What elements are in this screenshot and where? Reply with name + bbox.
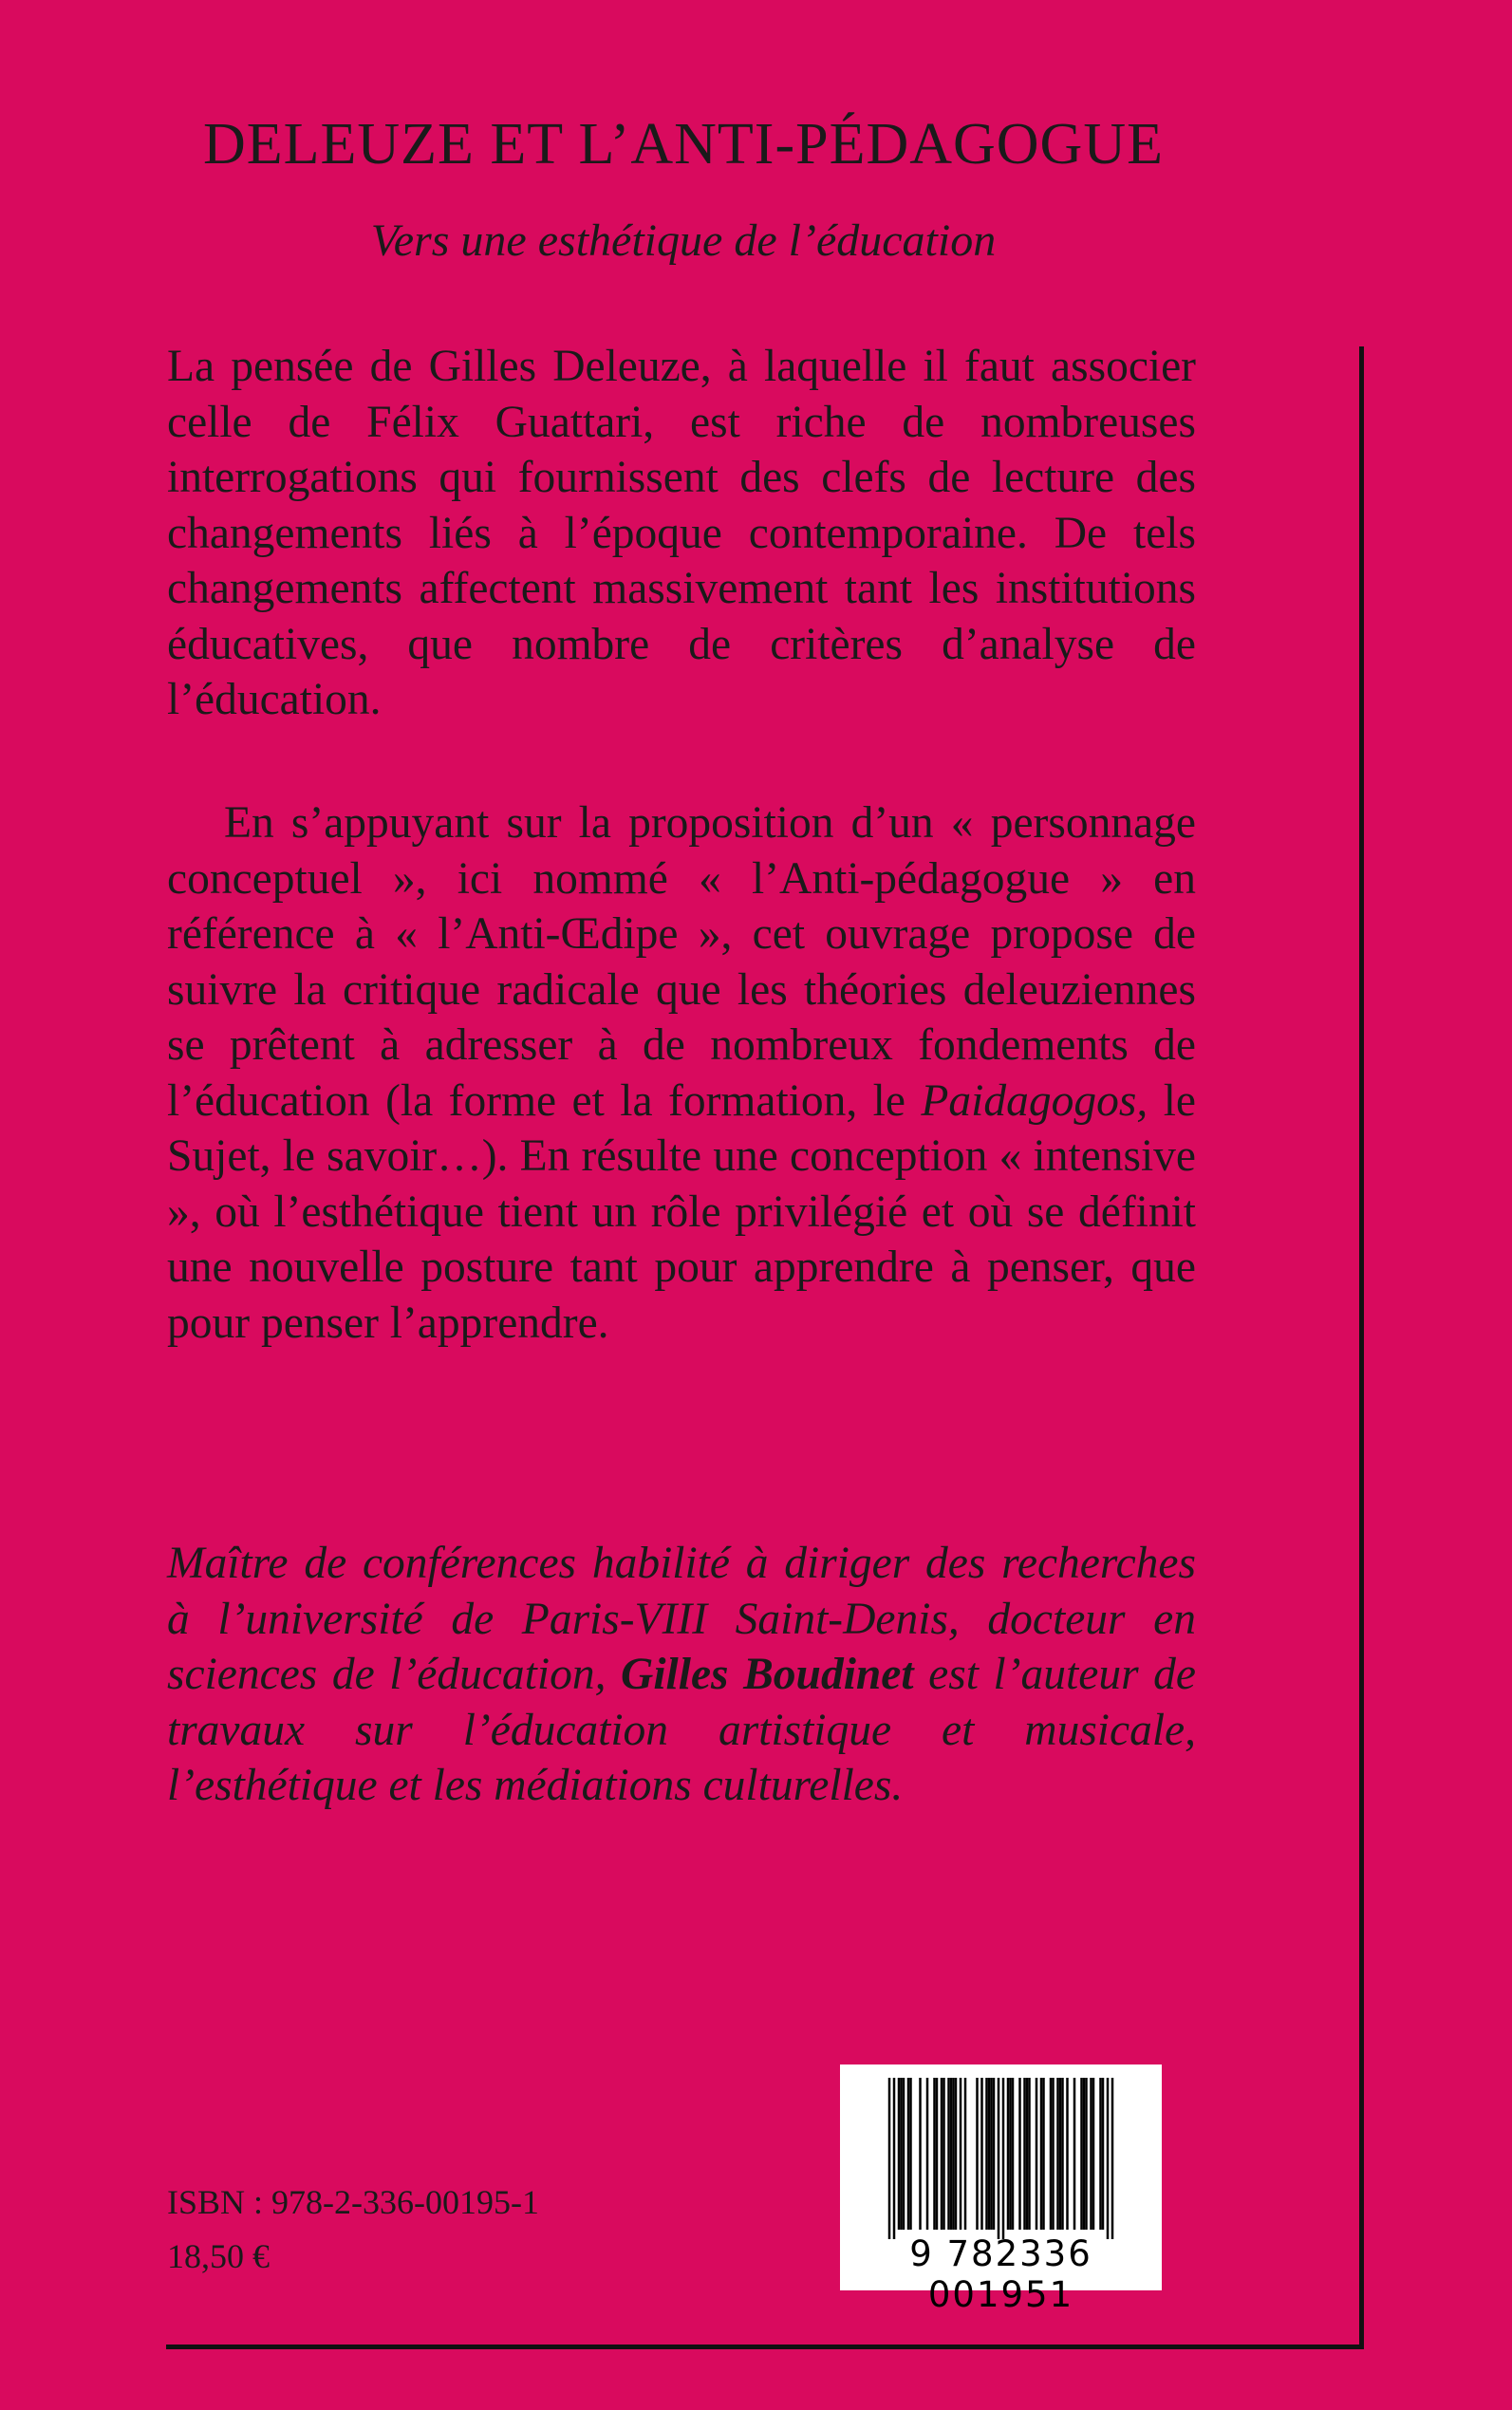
- barcode: [840, 2064, 1162, 2315]
- barcode-bar: [1099, 2078, 1102, 2230]
- barcode-bar: [1007, 2078, 1010, 2230]
- barcode-bar: [1111, 2078, 1114, 2239]
- author-bio-end: est l’auteur de travaux sur l’éducation artistique et musicale, l’esthétique et les médiations culturelles.: [167, 1650, 1196, 1810]
- barcode-bar: [1085, 2078, 1088, 2230]
- barcode-bar: [919, 2078, 922, 2230]
- barcode-bar: [980, 2078, 983, 2230]
- barcode-bar: [898, 2078, 901, 2230]
- barcode-bar: [947, 2078, 950, 2230]
- barcode-bar: [1073, 2078, 1076, 2230]
- barcode-bar: [1092, 2078, 1095, 2230]
- barcode-bar: [1050, 2078, 1053, 2230]
- barcode-bar: [952, 2078, 955, 2230]
- right-vertical-rule: [1359, 346, 1364, 2347]
- barcode-bar: [985, 2078, 988, 2230]
- barcode-bar: [1023, 2078, 1026, 2230]
- synopsis-paragraph-2-start: En s’appuyant sur la proposition d’un « personnage conceptuel », ici nommé « l’Anti-pédagogue » en référence à « l’Anti-Œdipe », cet ouvrage propose de suivre la critique radicale que les théories deleuziennes se prêtent à adresser à de nombreux fondements de l’éducation (la forme et la formation, le: [167, 798, 1196, 1126]
- barcode-bar: [1018, 2078, 1021, 2230]
- barcode-bar: [1028, 2078, 1031, 2230]
- book-title: DELEUZE ET L’ANTI-PÉDAGOGUE: [203, 112, 1164, 177]
- barcode-bar: [926, 2078, 929, 2230]
- barcode-bar: [1059, 2078, 1062, 2230]
- barcode-bar: [943, 2078, 945, 2230]
- barcode-bar: [955, 2078, 958, 2230]
- book-subtitle: Vers une esthétique de l’éducation: [370, 215, 997, 266]
- barcode-bar: [936, 2078, 939, 2230]
- synopsis-paragraph-2: [167, 795, 1196, 1351]
- barcode-bar: [964, 2078, 967, 2230]
- barcode-bar: [998, 2078, 1000, 2239]
- barcode-bar: [1012, 2078, 1015, 2230]
- barcode-bar: [903, 2078, 905, 2230]
- barcode-bar: [1066, 2078, 1069, 2230]
- barcode-bar: [1036, 2078, 1038, 2230]
- barcode-bar: [960, 2078, 962, 2230]
- synopsis-paragraph-1: La pensée de Gilles Deleuze, à laquelle il faut associer celle de Félix Guattari, est riche de nombreuses interrogations qui fournissent des clefs de lecture des changements liés à l’époque contemporaine. De tels changements affectent massivement tant les institutions éducatives, que nombre de critères d’analyse de l’éducation.: [167, 342, 1196, 724]
- barcode-bar: [988, 2078, 991, 2230]
- barcode-bar: [1052, 2078, 1055, 2230]
- barcode-bar: [976, 2078, 979, 2230]
- price-label: 18,50 €: [167, 2237, 270, 2275]
- barcode-bar: [1002, 2078, 1005, 2239]
- barcode-bar: [1061, 2078, 1064, 2230]
- barcode-bar: [993, 2078, 996, 2230]
- barcode-bar: [933, 2078, 936, 2230]
- barcode-bar: [1040, 2078, 1043, 2230]
- barcode-bar: [1042, 2078, 1045, 2230]
- barcode-bar: [907, 2078, 910, 2230]
- synopsis-paragraph-2-italic-term: Paidagogos,: [921, 1075, 1148, 1126]
- barcode-bar: [1090, 2078, 1092, 2230]
- barcode-bar: [1107, 2078, 1110, 2239]
- barcode-bar: [941, 2078, 943, 2230]
- author-bio: [167, 1536, 1196, 1814]
- barcode-bar: [909, 2078, 912, 2230]
- barcode-bar: [1026, 2078, 1029, 2230]
- isbn-label: ISBN : 978-2-336-00195-1: [167, 2183, 539, 2221]
- barcode-bar: [1009, 2078, 1012, 2230]
- barcode-bar: [990, 2078, 993, 2230]
- author-bio-start: Maître de conférences habilité à diriger des recherches à l’université de Paris-VIII Saint-Denis, docteur en sciences de l’éducation,: [167, 1539, 1196, 1699]
- author-name: Gilles Boudinet: [621, 1650, 914, 1699]
- barcode-bar: [888, 2078, 891, 2239]
- barcode-digits: 9 782336 001951: [909, 2233, 1092, 2315]
- barcode-bar: [1080, 2078, 1083, 2230]
- barcode-bar: [1056, 2078, 1059, 2230]
- barcode-bar: [1083, 2078, 1086, 2230]
- bottom-horizontal-rule: [166, 2345, 1364, 2349]
- barcode-bar: [893, 2078, 896, 2239]
- barcode-bar: [900, 2078, 903, 2230]
- barcode-bar: [1102, 2078, 1105, 2230]
- barcode-bar: [950, 2078, 953, 2230]
- synopsis-paragraph-2-end: le Sujet, le savoir…). En résulte une conception « intensive », où l’esthétique tient un rôle privilégié et où se définit une nouvelle posture tant pour apprendre à penser, que pour penser l’apprendre.: [167, 1075, 1196, 1348]
